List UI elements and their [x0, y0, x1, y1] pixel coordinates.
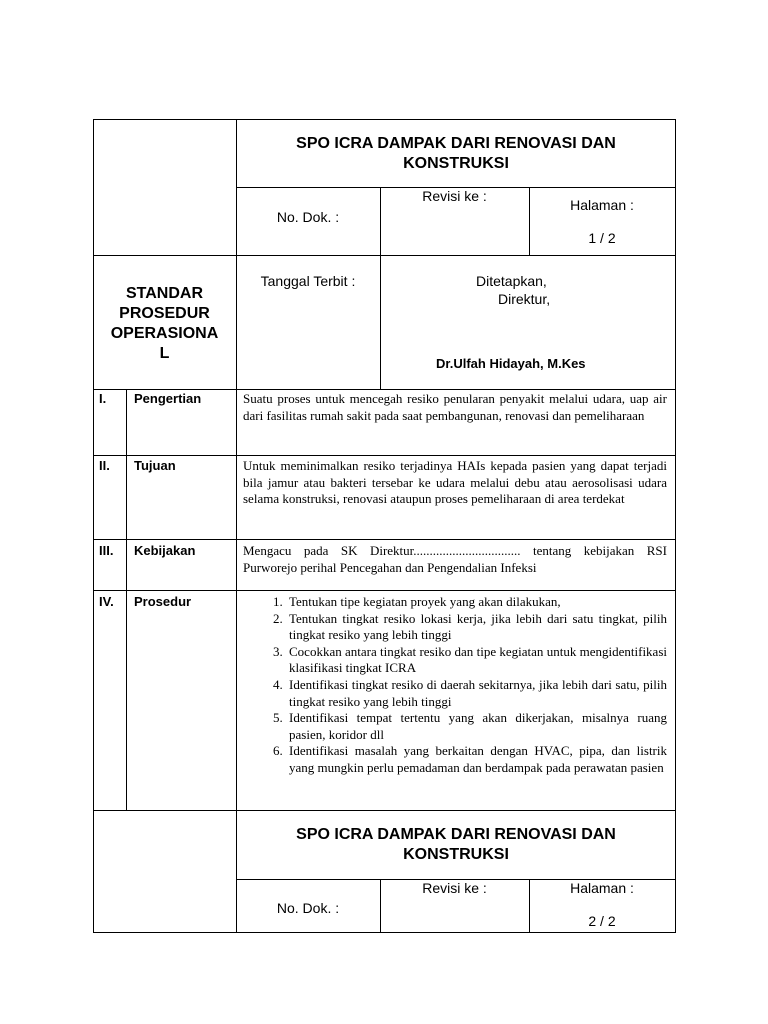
standar-label-line: L — [159, 345, 170, 362]
section-number: II. — [99, 458, 110, 473]
section-number: IV. — [99, 594, 114, 609]
procedure-step: 4. Identifikasi tingkat resiko di daerah sekitarnya, jika lebih dari satu, pilih tingkat resiko yang lebih tinggi — [286, 677, 667, 710]
border-section2-bottom — [93, 539, 676, 540]
halaman-value: 2 / 2 — [588, 913, 616, 929]
document-title: SPO ICRA DAMPAK DARI RENOVASI DAN KONSTRUKSI — [296, 826, 616, 863]
border-col-split-top — [236, 119, 237, 390]
border-bottom — [93, 932, 676, 933]
no-dok-label: No. Dok. : — [276, 900, 340, 916]
border-section4-bottom — [93, 810, 676, 811]
procedure-step: 2. Tentukan tingkat resiko lokasi kerja, jika lebih dari satu tingkat, pilih tingkat resiko yang lebih tinggi — [286, 611, 667, 644]
border-right — [675, 119, 676, 933]
document-title: SPO ICRA DAMPAK DARI RENOVASI DAN KONSTRUKSI — [296, 135, 616, 172]
border-standar-bottom — [93, 389, 676, 390]
border-col-revisi — [380, 187, 381, 390]
border-top — [93, 119, 676, 120]
section-number: I. — [99, 391, 107, 406]
halaman-label: Halaman : — [570, 197, 634, 213]
no-dok-label: No. Dok. : — [276, 209, 340, 225]
standar-label — [93, 284, 236, 364]
procedure-list-container — [262, 594, 667, 777]
section-number: III. — [99, 543, 114, 558]
halaman-value: 1 / 2 — [588, 230, 616, 246]
procedure-step: 3. Cocokkan antara tingkat resiko dan tipe kegiatan untuk mengidentifikasi klasifikasi tingkat ICRA — [286, 644, 667, 677]
section-label: Pengertian — [134, 391, 202, 406]
border-col-content — [236, 389, 237, 933]
section-label: Prosedur — [134, 594, 192, 609]
direktur-label: Direktur, — [498, 291, 551, 307]
procedure-step: 5. Identifikasi tempat tertentu yang akan dikerjakan, misalnya ruang pasien, koridor dll — [286, 710, 667, 743]
revisi-label: Revisi ke : — [422, 880, 487, 896]
standar-label-line: PROSEDUR — [119, 305, 210, 322]
section-text: Suatu proses untuk mencegah resiko penularan penyakit melalui udara, uap air dari fasilitas rumah sakit pada saat pembangunan, renovasi dan pemeliharaan — [243, 391, 667, 423]
border-section1-bottom — [93, 455, 676, 456]
procedure-list — [262, 594, 667, 777]
halaman-label: Halaman : — [570, 880, 634, 896]
border-section3-bottom — [93, 590, 676, 591]
border-header-bottom — [93, 255, 676, 256]
standar-label-line: STANDAR — [125, 285, 204, 302]
section-text: Untuk meminimalkan resiko terjadinya HAIs kepada pasien yang dapat terjadi bila jamur atau bakteri tersebar ke udara melalui debu atau aerosolisasi udara selama konstruksi, renovasi ataupun proses pemeliharaan di area terdekat — [243, 458, 667, 507]
section-label: Tujuan — [134, 458, 176, 473]
procedure-step: 6. Identifikasi masalah yang berkaitan dengan HVAC, pipa, dan listrik yang mungkin perlu pemadaman dan berdampak pada perawatan pasien — [286, 743, 667, 776]
standar-label-line: OPERASIONA — [110, 325, 219, 342]
ditetapkan-label: Ditetapkan, — [476, 273, 547, 289]
border-col-number — [126, 389, 127, 811]
section-text: Mengacu pada SK Direktur................................. tentang kebijakan RSI Purworejo perihal Pencegahan dan Pengendalian Infeksi — [243, 543, 667, 575]
tanggal-terbit-label: Tanggal Terbit : — [260, 273, 356, 289]
revisi-label: Revisi ke : — [422, 188, 487, 204]
border-left — [93, 119, 94, 933]
procedure-step: 1. Tentukan tipe kegiatan proyek yang akan dilakukan, — [286, 594, 667, 611]
director-name: Dr.Ulfah Hidayah, M.Kes — [436, 356, 586, 371]
section-label: Kebijakan — [134, 543, 196, 558]
